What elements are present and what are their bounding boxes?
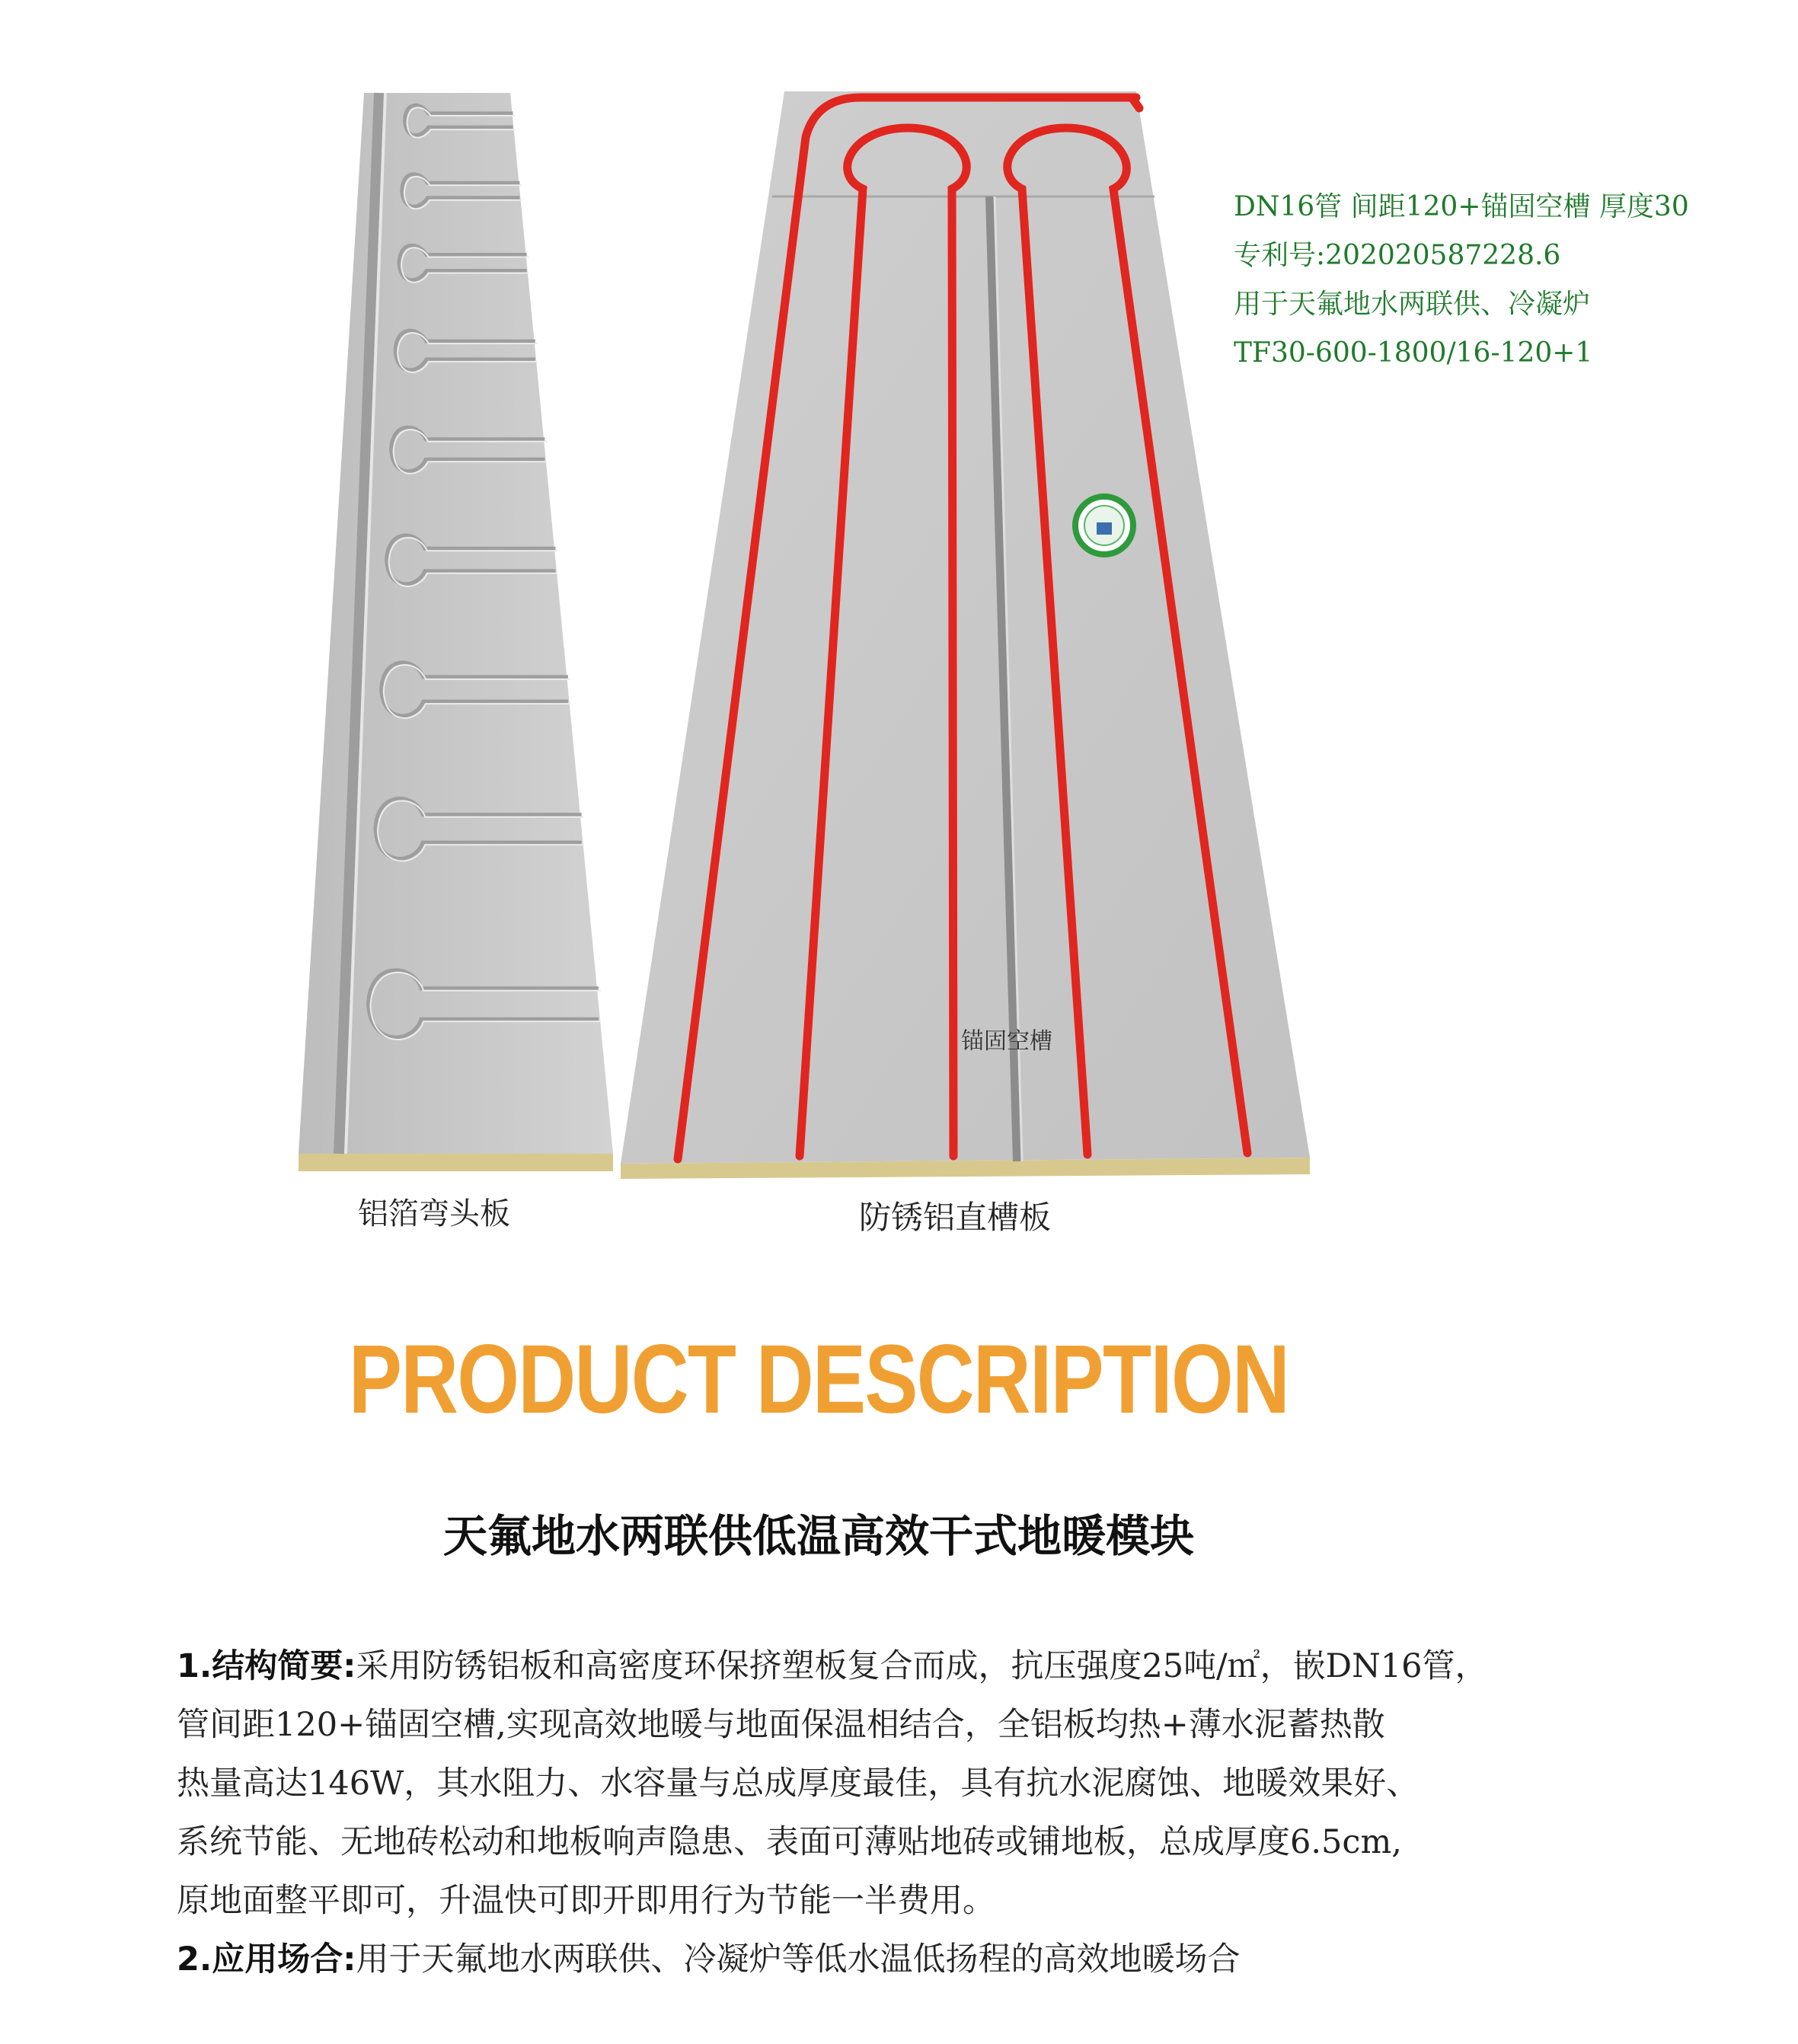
spec-patent-number: 专利号:202020587228.6: [1234, 240, 1561, 271]
elbow-board-edge: [299, 1154, 613, 1171]
product-title: 天氟地水两联供低温高效干式地暖模块: [442, 1510, 1194, 1562]
anchor-groove-label: 锚固空槽: [961, 1028, 1052, 1055]
elbow-board-caption: 铝箔弯头板: [358, 1196, 510, 1231]
structure-label: 1.结构简要:: [177, 1647, 356, 1685]
section-heading: PRODUCT DESCRIPTION: [348, 1325, 1289, 1434]
groove-board-surface: [621, 91, 1310, 1164]
spec-annotation: [1234, 183, 1689, 378]
spec-pipe-spacing: DN16管 间距120+锚固空槽 厚度30: [1234, 191, 1689, 222]
groove-board-caption: 防锈铝直槽板: [859, 1199, 1052, 1236]
spec-model-code: TF30-600-1800/16-120+1: [1234, 337, 1593, 369]
application-label: 2.应用场合:: [177, 1940, 356, 1979]
application-text: 用于天氟地水两联供、冷凝炉等低水温低扬程的高效地暖场合: [356, 1940, 1241, 1979]
straight-groove-board: [621, 91, 1310, 1179]
structure-text-line: 采用防锈铝板和高密度环保挤塑板复合而成，抗压强度25吨/㎡，嵌DN16管，: [356, 1647, 1488, 1685]
structure-text-line: 系统节能、无地砖松动和地板响声隐患、表面可薄贴地砖或铺地板，总成厚度6.5cm,: [177, 1823, 1402, 1861]
product-description: [177, 1637, 1669, 1989]
description-item-structure: [177, 1637, 1669, 1696]
structure-text-line: 热量高达146W，其水阻力、水容量与总成厚度最佳，具有抗水泥腐蚀、地暖效果好、: [177, 1765, 1420, 1803]
structure-text-line: 原地面整平即可，升温快可即开即用行为节能一半费用。: [177, 1882, 995, 1920]
certification-seal: [1075, 497, 1133, 554]
elbow-board: [299, 93, 613, 1171]
description-item-application: [177, 1931, 1669, 1989]
structure-text-line: 管间距120+锚固空槽,实现高效地暖与地面保温相结合，全铝板均热+薄水泥蓄热散: [177, 1706, 1385, 1744]
spec-application: 用于天氟地水两联供、冷凝炉: [1234, 289, 1591, 320]
